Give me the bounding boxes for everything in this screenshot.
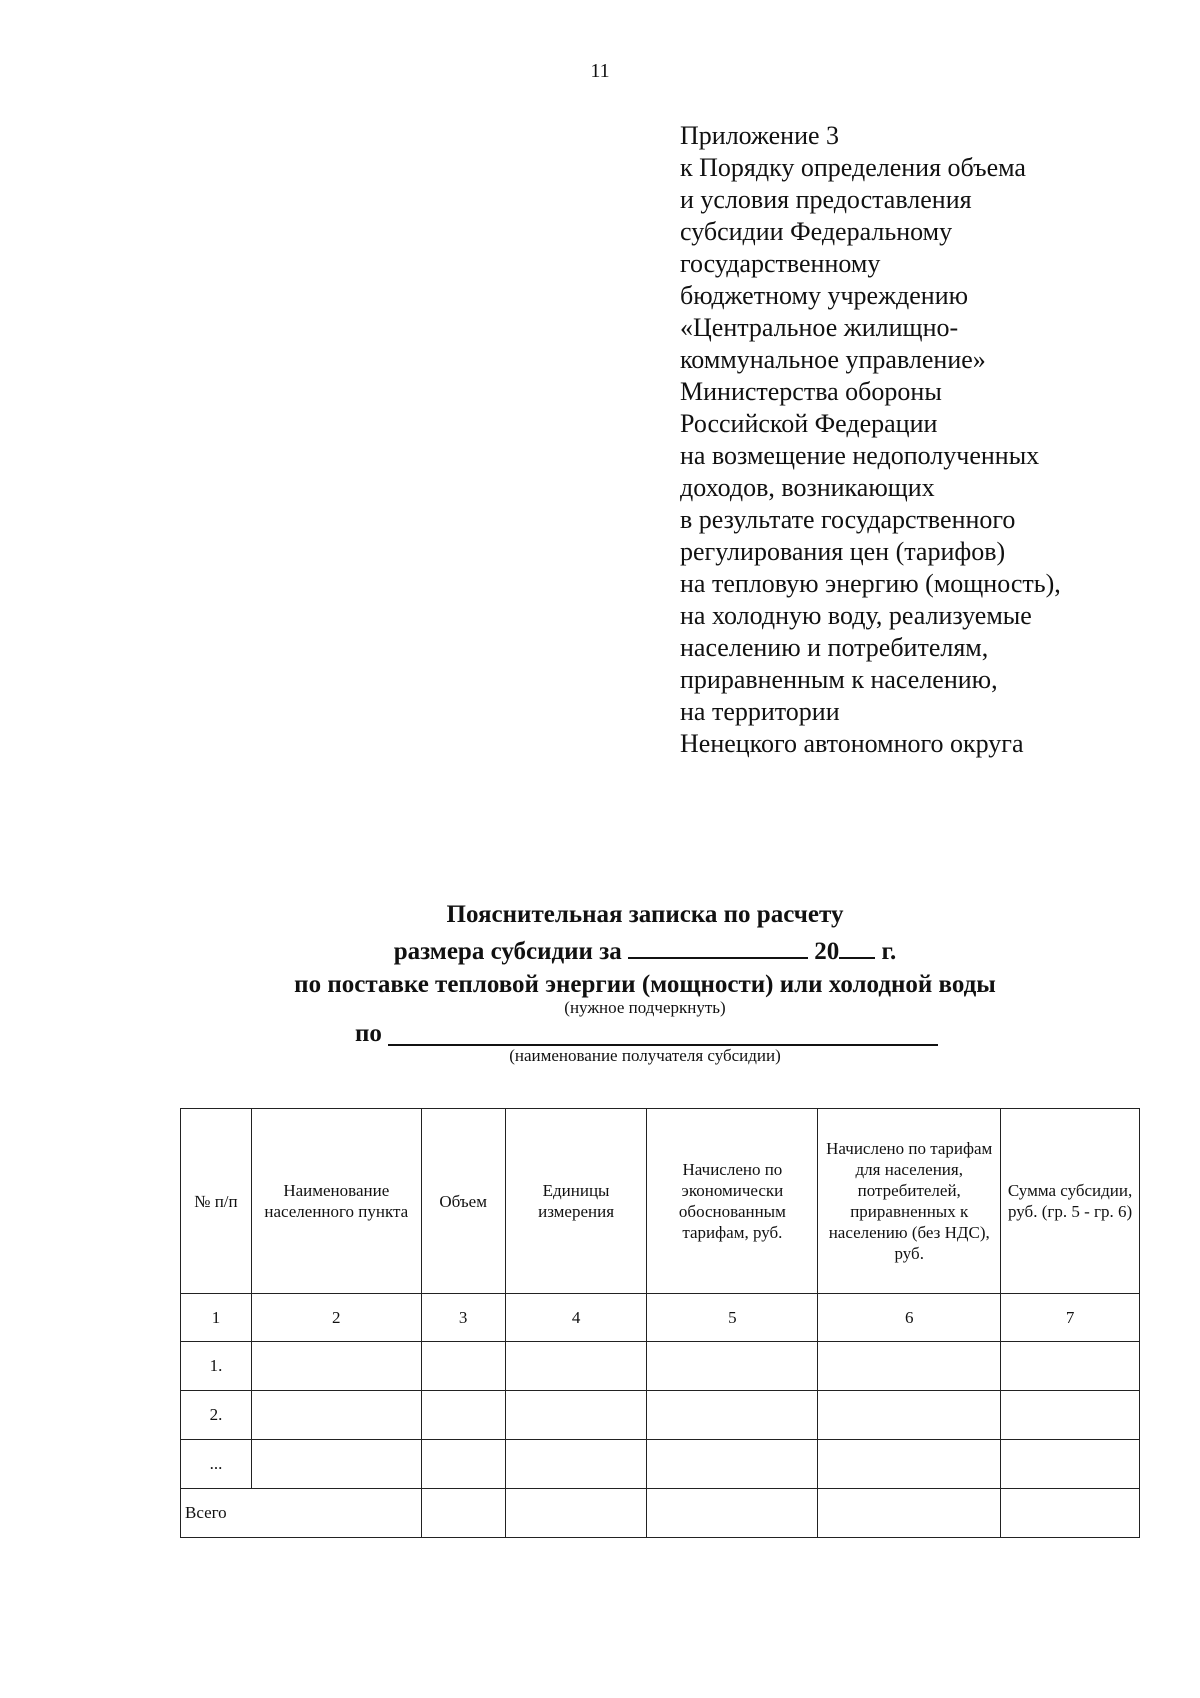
row-number: 2.	[181, 1391, 252, 1440]
header-cell-subsidy-sum: Сумма субсидии, руб. (гр. 5 - гр. 6)	[1001, 1109, 1140, 1294]
appendix-line: на возмещение недополученных	[680, 441, 1040, 470]
table-cell[interactable]	[1001, 1342, 1140, 1391]
table-cell[interactable]	[647, 1342, 818, 1391]
column-number-row	[181, 1294, 1140, 1342]
document-heading	[0, 898, 1200, 1001]
appendix-line: государственному	[680, 249, 881, 278]
table-cell[interactable]	[421, 1391, 505, 1440]
column-number: 5	[647, 1294, 818, 1342]
total-label: Всего	[181, 1489, 422, 1538]
column-number: 4	[505, 1294, 647, 1342]
appendix-line: на территории	[680, 697, 840, 726]
appendix-block	[680, 120, 1180, 760]
period-blank[interactable]	[628, 931, 808, 959]
table-cell[interactable]	[421, 1440, 505, 1489]
recipient-prefix: по	[355, 1020, 382, 1047]
row-number: ...	[181, 1440, 252, 1489]
heading-line-2	[0, 931, 1200, 968]
header-cell-number: № п/п	[181, 1109, 252, 1294]
table-cell[interactable]	[647, 1489, 818, 1538]
column-number: 2	[251, 1294, 421, 1342]
hint-recipient: (наименование получателя субсидии)	[509, 1046, 781, 1065]
heading-year-suffix: г.	[881, 938, 897, 965]
column-number: 7	[1001, 1294, 1140, 1342]
appendix-line: к Порядку определения объема	[680, 153, 1026, 182]
column-number: 3	[421, 1294, 505, 1342]
table-cell[interactable]	[1001, 1489, 1140, 1538]
hint-underline: (нужное подчеркнуть)	[564, 998, 726, 1017]
table-cell[interactable]	[818, 1342, 1001, 1391]
appendix-line: коммунальное управление»	[680, 345, 986, 374]
table-row	[181, 1440, 1140, 1489]
appendix-line: бюджетному учреждению	[680, 281, 969, 310]
table-cell[interactable]	[251, 1440, 421, 1489]
table-row	[181, 1391, 1140, 1440]
header-cell-volume: Объем	[421, 1109, 505, 1294]
appendix-line: на холодную воду, реализуемые	[680, 601, 1032, 630]
table-header-row	[181, 1109, 1140, 1294]
subsidy-table	[180, 1108, 1140, 1538]
appendix-line: Ненецкого автономного округа	[680, 729, 1024, 758]
table-cell[interactable]	[421, 1489, 505, 1538]
table-cell[interactable]	[505, 1440, 647, 1489]
header-cell-population-tariff: Начислено по тарифам для населения, потребителей, приравненных к населению (без НДС), руб.	[818, 1109, 1001, 1294]
page-number: 11	[590, 60, 610, 82]
year-blank[interactable]	[839, 931, 875, 959]
table-cell[interactable]	[647, 1391, 818, 1440]
heading-line-1: Пояснительная записка по расчету	[446, 901, 844, 928]
appendix-line: Приложение 3	[680, 121, 840, 150]
header-cell-settlement: Наименование населенного пункта	[251, 1109, 421, 1294]
table-cell[interactable]	[505, 1342, 647, 1391]
total-row	[181, 1489, 1140, 1538]
appendix-line: в результате государственного	[680, 505, 1016, 534]
table-cell[interactable]	[1001, 1391, 1140, 1440]
table-cell[interactable]	[505, 1489, 647, 1538]
appendix-line: Министерства обороны	[680, 377, 942, 406]
appendix-line: на тепловую энергию (мощность),	[680, 569, 1061, 598]
appendix-line: и условия предоставления	[680, 185, 972, 214]
table-cell[interactable]	[818, 1489, 1001, 1538]
header-cell-economic-tariff: Начислено по экономически обоснованным тарифам, руб.	[647, 1109, 818, 1294]
appendix-line: доходов, возникающих	[680, 473, 935, 502]
column-number: 6	[818, 1294, 1001, 1342]
table-cell[interactable]	[505, 1391, 647, 1440]
appendix-line: населению и потребителям,	[680, 633, 989, 662]
appendix-line: регулирования цен (тарифов)	[680, 537, 1006, 566]
appendix-line: приравненным к населению,	[680, 665, 998, 694]
heading-year-prefix: 20	[814, 938, 840, 965]
table-cell[interactable]	[647, 1440, 818, 1489]
header-cell-units: Единицы измерения	[505, 1109, 647, 1294]
appendix-line: Российской Федерации	[680, 409, 938, 438]
appendix-line: «Центральное жилищно-	[680, 313, 959, 342]
appendix-line: субсидии Федеральному	[680, 217, 953, 246]
column-number: 1	[181, 1294, 252, 1342]
table-row	[181, 1342, 1140, 1391]
row-number: 1.	[181, 1342, 252, 1391]
table-cell[interactable]	[818, 1391, 1001, 1440]
table-cell[interactable]	[251, 1391, 421, 1440]
heading-line-3: по поставке тепловой энергии (мощности) или холодной воды	[294, 971, 996, 998]
table-cell[interactable]	[1001, 1440, 1140, 1489]
heading-period-prefix: размера субсидии за	[393, 938, 622, 965]
table-cell[interactable]	[421, 1342, 505, 1391]
table-cell[interactable]	[251, 1342, 421, 1391]
table-cell[interactable]	[818, 1440, 1001, 1489]
